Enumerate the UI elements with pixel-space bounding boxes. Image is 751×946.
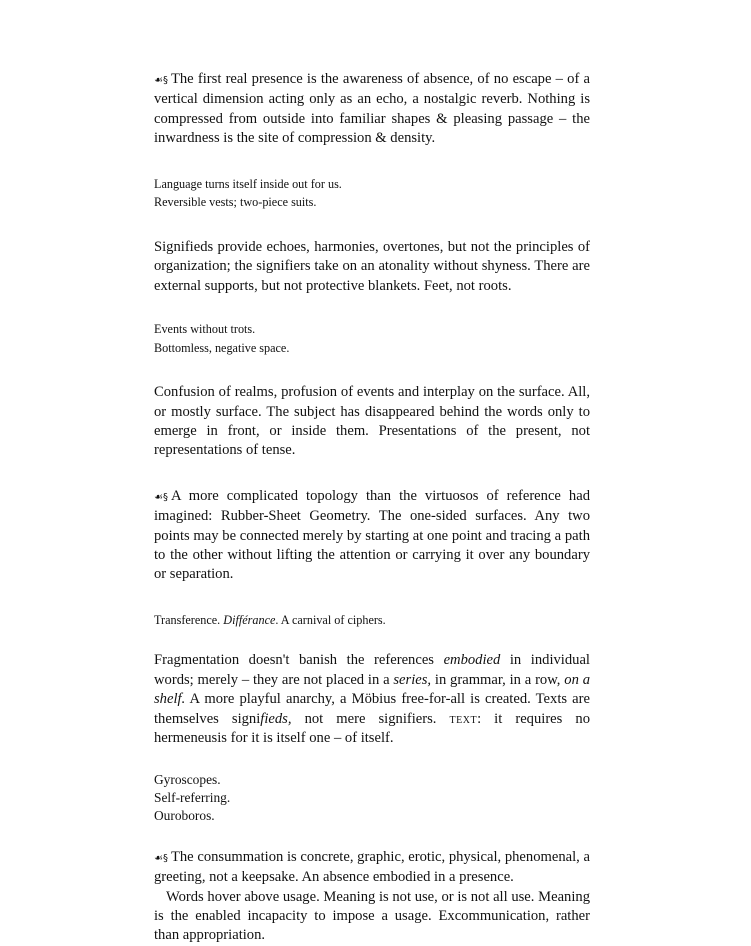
paragraph-text: in individual words; merely – they are not placed in a (154, 652, 590, 688)
aside-emphasis: Différance (223, 612, 276, 627)
paragraph-text: Fragmentation doesn't banish the references (154, 652, 444, 669)
paragraph-signifieds (154, 238, 590, 296)
aside-transference (154, 611, 590, 630)
paragraph-consummation (154, 848, 590, 946)
aside-text: . A carnival of ciphers. (275, 612, 386, 627)
paragraph-emphasis: series, (393, 671, 432, 688)
paragraph-text: A more playful anarchy, a Möbius free-for-all is created. Texts are themselves signi (154, 691, 590, 727)
aside-line: Self-referring. (154, 789, 231, 805)
paragraph-emphasis: on a shelf. (154, 671, 590, 708)
aside-line: Language turns itself inside out for us. (154, 176, 342, 191)
paragraph-text: Words hover above usage. Meaning is not use, or is not all use. Meaning is the enabled incapacity to impose a usage. Excommunication, rather than appropriation. (154, 888, 590, 944)
paragraph-smallcaps: text (449, 710, 478, 727)
paragraph-text: The consummation is concrete, graphic, erotic, physical, phenomenal, a greeting, not a keepsake. An absence embodied in a presence. (154, 848, 590, 886)
aside-events (154, 320, 590, 357)
section-mark-icon: ☙§ (154, 491, 168, 503)
paragraph-text: in grammar, in a row, (431, 671, 565, 688)
paragraph-text: The first real presence is the awareness of absence, of no escape – of a vertical dimension acting only as an echo, a nostalgic reverb. Nothing is compressed from outside into familiar shapes & pleasing passage – the inwardness is the site of compression & density. (154, 71, 590, 147)
paragraph-confusion (154, 383, 590, 461)
paragraph-text: : it requires no hermeneusis for it is itself one – of itself. (154, 710, 590, 747)
paragraph-emphasis: embodied (443, 652, 501, 669)
aside-line: Reversible vests; two-piece suits. (154, 195, 317, 210)
paragraph-text: A more complicated topology than the virtuosos of reference had imagined: Rubber-Sheet Geometry. The one-sided surfaces. Any two points may be connected merely by starting at one point and tracing a path to the other without lifting the attention or carrying it over any boundary or separation. (154, 487, 590, 583)
paragraph-presence (154, 70, 590, 149)
paragraph-text: Confusion of realms, profusion of events and interplay on the surface. All, or mostly surface. The subject has disappeared behind the words only to emerge in front, or inside them. Presentations of the present, not representations of tense. (154, 384, 590, 459)
aside-language (154, 175, 590, 212)
aside-line: Ouroboros. (154, 808, 215, 824)
section-mark-icon: ☙§ (154, 75, 168, 86)
section-mark-icon: ☙§ (154, 852, 168, 864)
paragraph-fragmentation (154, 651, 590, 748)
aside-line: Events without trots. (154, 322, 256, 337)
paragraph-text: Signifieds provide echoes, harmonies, overtones, but not the principles of organization; the signifiers take on an atonality without shyness. There are external supports, but not protective blankets. Feet, not roots. (154, 238, 590, 294)
paragraph-topology (154, 487, 590, 585)
document-page (154, 66, 590, 946)
paragraph-text: not mere signifiers. (291, 710, 450, 727)
paragraph-emphasis: fieds, (260, 710, 292, 727)
aside-line: Gyroscopes. (154, 771, 221, 787)
aside-gyroscopes (154, 771, 590, 826)
aside-line: Bottomless, negative space. (154, 340, 290, 355)
aside-text: Transference. (154, 612, 224, 627)
